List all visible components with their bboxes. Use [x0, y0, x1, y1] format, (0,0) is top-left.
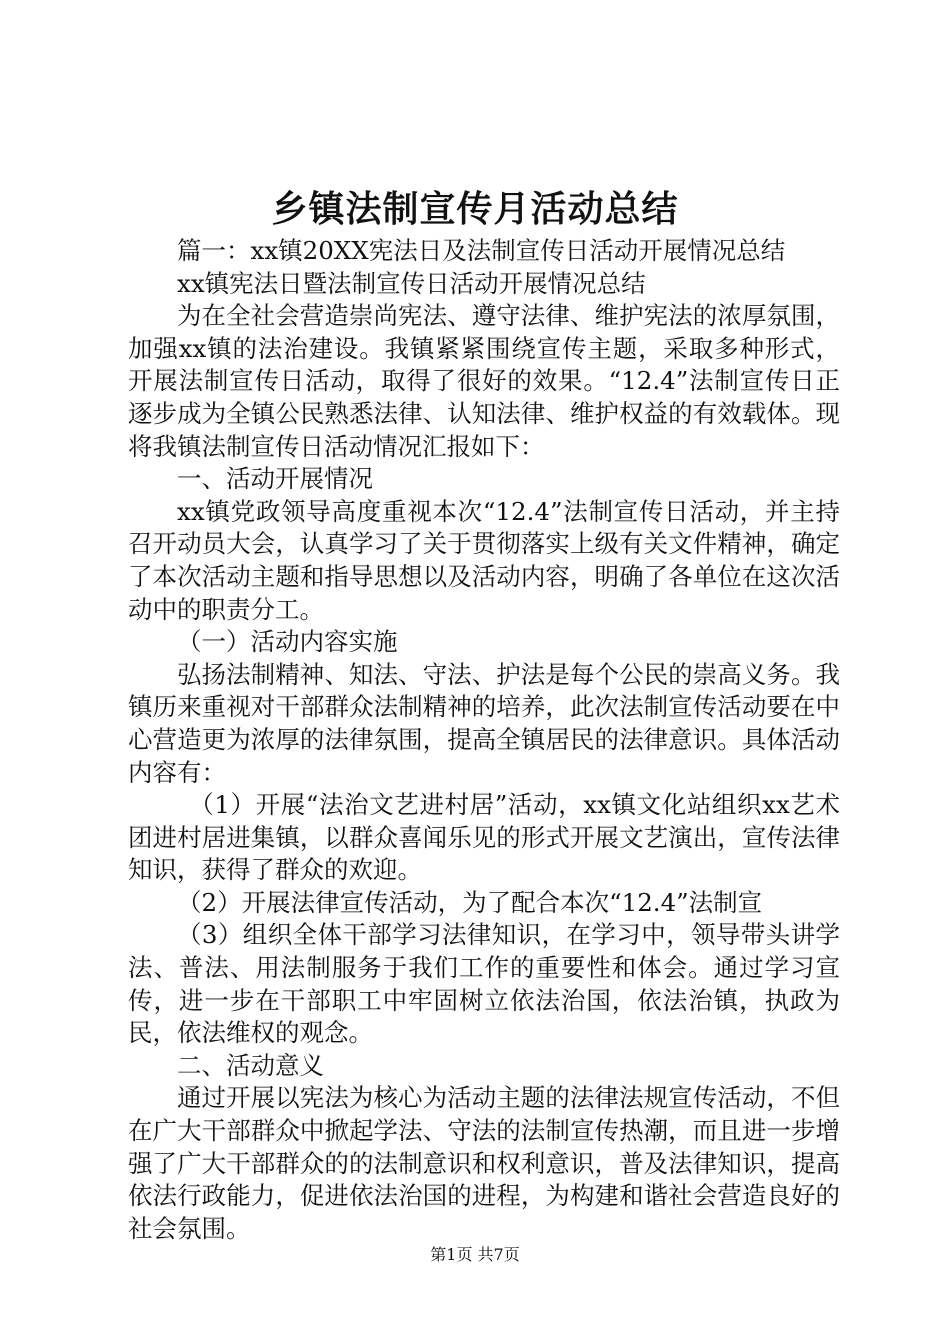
paragraph-subtitle: xx镇宪法日暨法制宣传日活动开展情况总结	[177, 268, 646, 298]
paragraph-heading-part1: 篇一：xx镇20XX宪法日及法制宣传日活动开展情况总结	[177, 236, 786, 265]
subsection-heading-1: （一）活动内容实施	[177, 627, 398, 657]
section-heading-2: 二、活动意义	[177, 1050, 324, 1080]
paragraph-section-1: xx镇党政领导高度重视本次“12.4”法制宣传日活动，并主持召开动员大会，认真学习了关于贯彻落实上级有关文件精神，确定了本次活动主题和指导思想以及活动内容，明确了各单位在这次活动中的职责分工。	[128, 496, 840, 624]
paragraph-intro: 为在全社会营造崇尚宪法、遵守法律、维护宪法的浓厚氛围，加强xx镇的法治建设。我镇紧紧围绕宣传主题，采取多种形式，开展法制宣传日活动，取得了很好的效果。“12.4”法制宣传日正逐步成为全镇公民熟悉法律、认知法律、维护权益的有效载体。现将我镇法制宣传日活动情况汇报如下：	[128, 301, 840, 461]
list-item-2: （2）开展法律宣传活动，为了配合本次“12.4”法制宣	[177, 887, 763, 917]
document-body	[128, 235, 840, 1245]
document-title: 乡镇法制宣传月活动总结	[271, 188, 679, 230]
list-item-1: （1）开展“法治文艺进村居”活动，xx镇文化站组织xx艺术团进村居进集镇，以群众喜闻乐见的形式开展文艺演出，宣传法律知识，获得了群众的欢迎。	[128, 790, 840, 885]
paragraph-section-2: 通过开展以宪法为核心为活动主题的法律法规宣传活动，不但在广大干部群众中掀起学法、守法的法制宣传热潮，而且进一步增强了广大干部群众的的法制意识和权利意识，普及法律知识，提高依法行政能力，促进依法治国的进程，为构建和谐社会营造良好的社会氛围。	[128, 1083, 840, 1243]
page-number: 第1页 共7页	[430, 1245, 520, 1264]
section-heading-1: 一、活动开展情况	[177, 464, 373, 494]
list-item-3: （3）组织全体干部学习法律知识，在学习中，领导带头讲学法、普法、用法制服务于我们工作的重要性和体会。通过学习宣传，进一步在干部职工中牢固树立依法治国，依法治镇，执政为民，依法维权的观念。	[128, 920, 840, 1048]
paragraph-subsection-1: 弘扬法制精神、知法、守法、护法是每个公民的崇高义务。我镇历来重视对干部群众法制精神的培养，此次法制宣传活动要在中心营造更为浓厚的法律氛围，提高全镇居民的法律意识。具体活动内容有：	[128, 659, 840, 787]
